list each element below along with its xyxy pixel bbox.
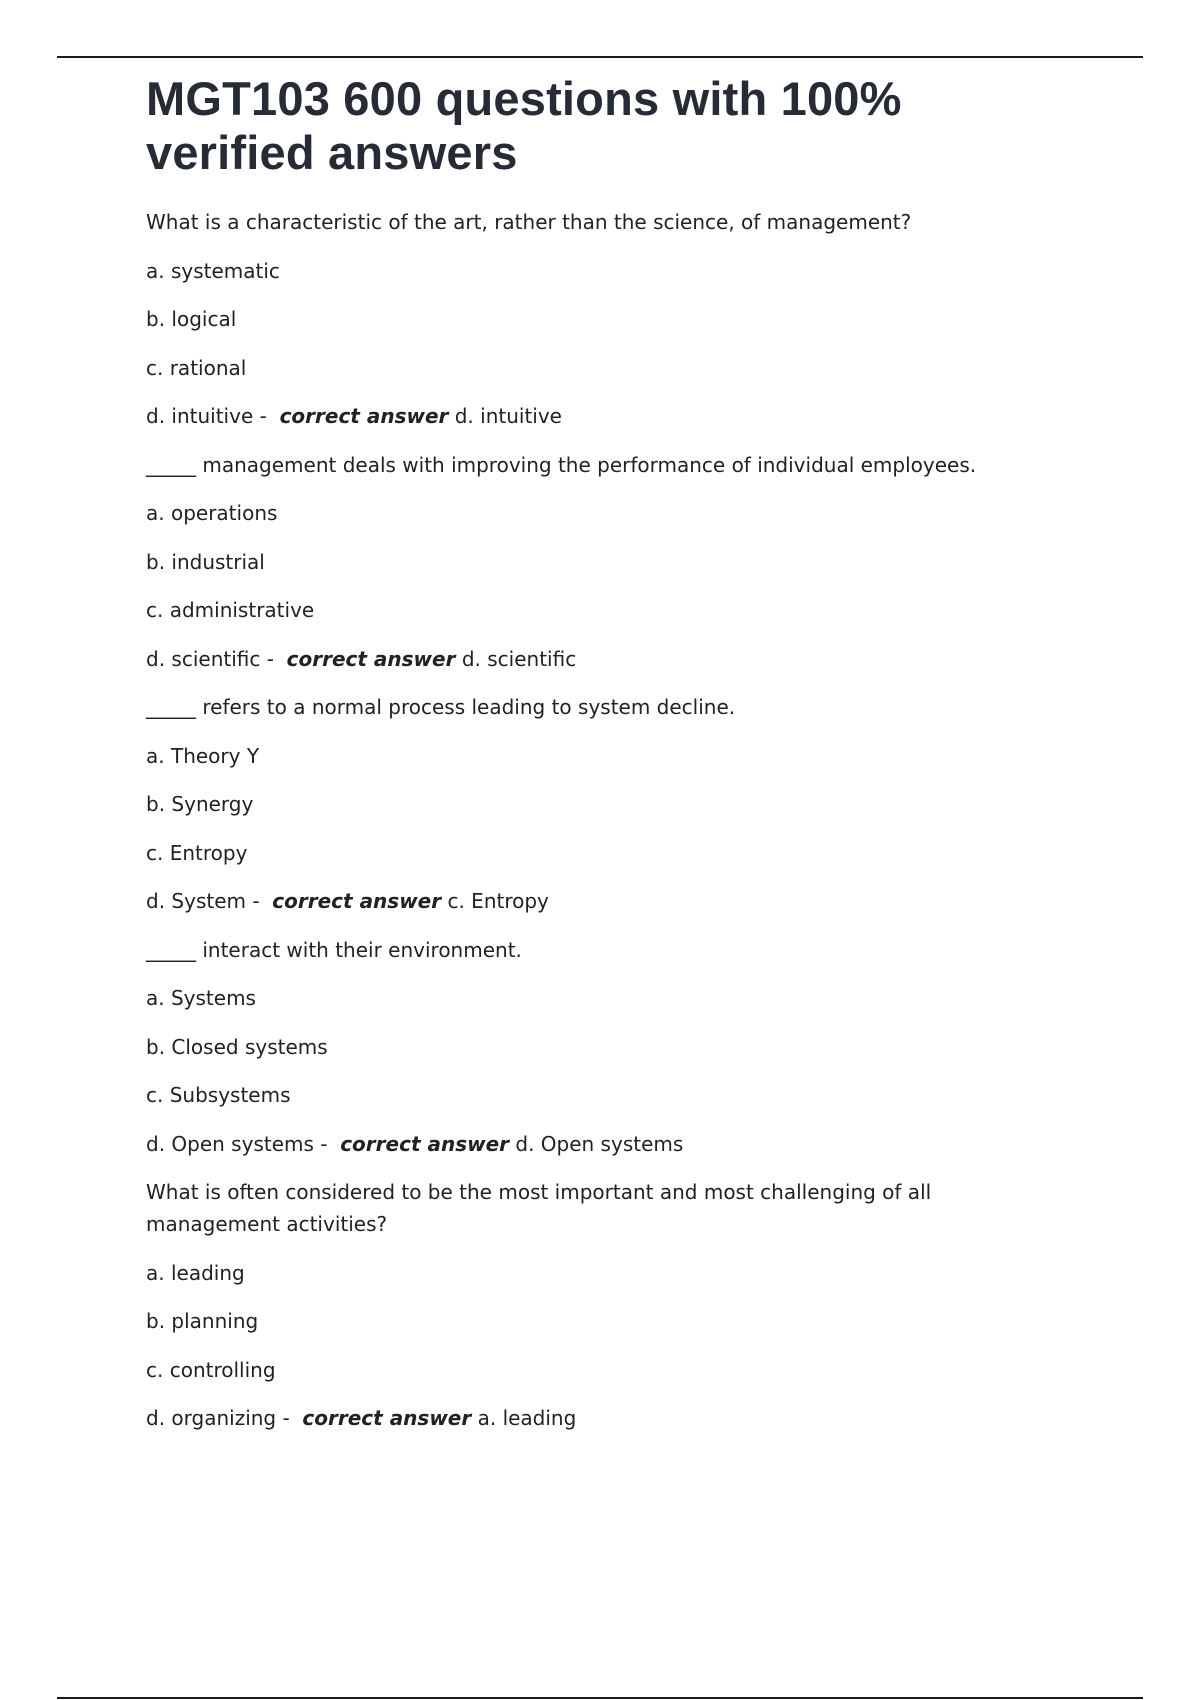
bottom-rule [57, 1697, 1143, 1699]
option-a: a. leading [146, 1260, 245, 1285]
option-c: c. rational [146, 355, 247, 380]
option-b: b. Closed systems [146, 1034, 328, 1059]
option-b: b. Synergy [146, 792, 254, 816]
option-c: c. administrative [146, 598, 315, 622]
option-a: a. Theory Y [146, 743, 260, 768]
question-prompt: _____ refers to a normal process leading to system decline. [146, 695, 736, 719]
option-d: d. organizing - [146, 1406, 290, 1430]
option-d-with-answer [146, 1128, 1066, 1160]
option-c: c. Subsystems [146, 1083, 291, 1107]
correct-answer: d. scientific [461, 646, 577, 671]
question-prompt: What is a characteristic of the art, rather than the science, of management? [146, 210, 912, 234]
correct-answer: d. Open systems [515, 1131, 684, 1156]
option-a: a. operations [146, 501, 278, 525]
document-title: MGT103 600 questions with 100% verified answers [146, 72, 902, 179]
option-d-with-answer [146, 885, 1066, 917]
correct-answer: a. leading [477, 1406, 577, 1430]
option-d-with-answer [146, 1402, 1066, 1434]
question-list [146, 206, 1066, 1434]
option-d: d. intuitive - [146, 404, 267, 428]
option-d: d. scientific - [146, 646, 274, 671]
answer-tag: correct answer [302, 1406, 472, 1430]
option-c: c. controlling [146, 1357, 276, 1382]
document-page [146, 72, 1066, 1451]
correct-answer: d. intuitive [454, 404, 562, 428]
option-d: d. System - [146, 889, 260, 913]
answer-tag: correct answer [279, 404, 449, 428]
answer-tag: correct answer [286, 646, 456, 671]
option-b: b. planning [146, 1309, 259, 1333]
answer-tag: correct answer [272, 889, 442, 913]
answer-tag: correct answer [340, 1131, 510, 1156]
option-a: a. systematic [146, 258, 280, 283]
question-prompt: What is often considered to be the most important and most challenging of all management activities? [146, 1180, 932, 1236]
option-d: d. Open systems - [146, 1131, 328, 1156]
question-prompt: _____ interact with their environment. [146, 937, 522, 962]
option-b: b. logical [146, 307, 237, 331]
option-d-with-answer [146, 643, 1066, 675]
top-rule [57, 56, 1143, 58]
question-prompt: _____ management deals with improving the performance of individual employees. [146, 452, 977, 477]
option-b: b. industrial [146, 549, 265, 574]
option-c: c. Entropy [146, 840, 248, 865]
option-a: a. Systems [146, 986, 256, 1010]
option-d-with-answer [146, 400, 1066, 432]
correct-answer: c. Entropy [447, 889, 549, 913]
